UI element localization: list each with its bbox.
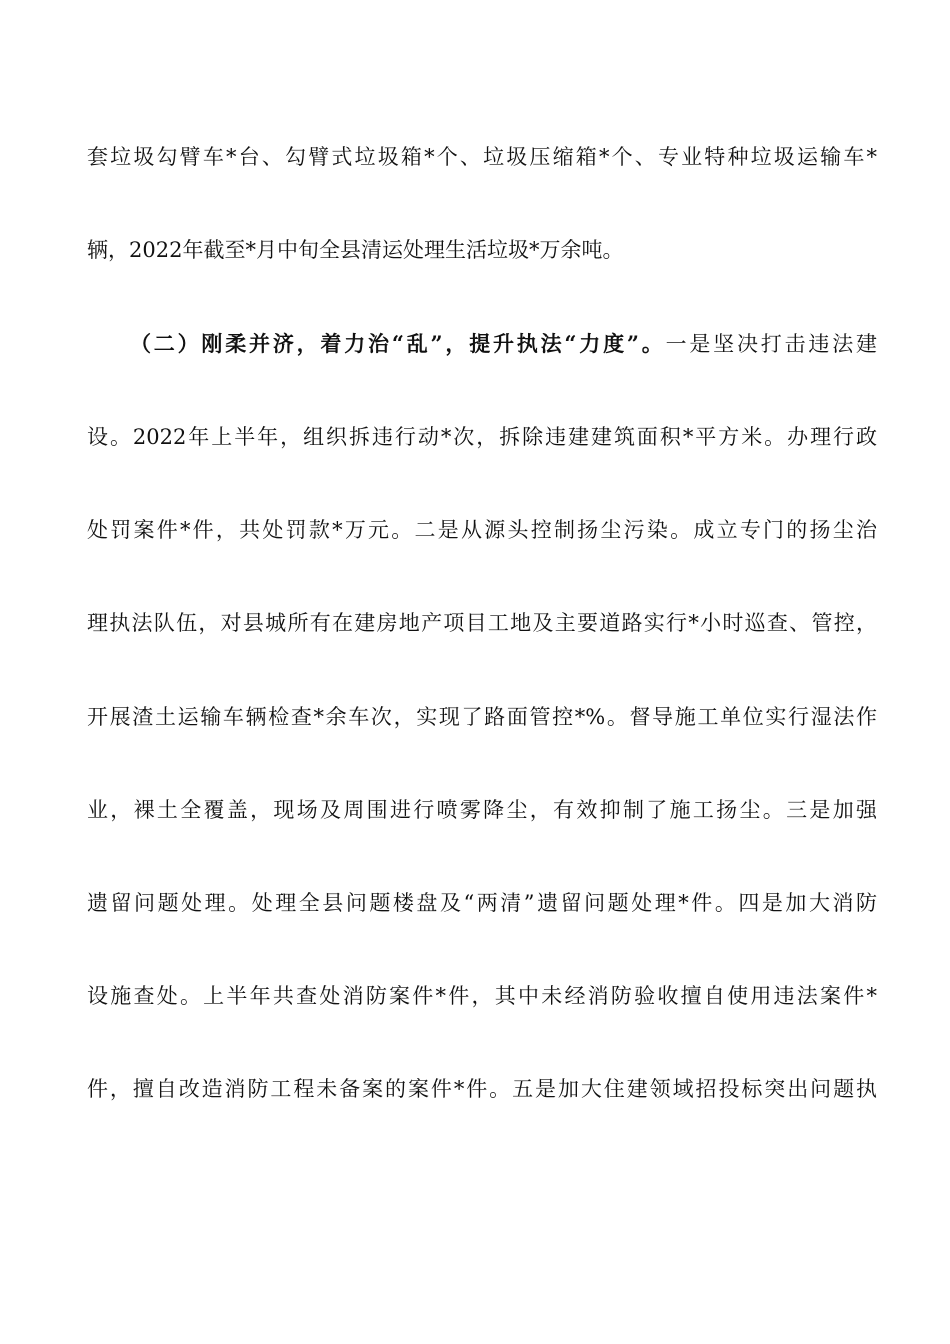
paragraph-line: 处罚案件*件，共处罚款*万元。二是从源头控制扬尘污染。成立专门的扬尘治 — [87, 518, 877, 542]
paragraph-line: 理执法队伍，对县城所有在建房地产项目工地及主要道路实行*小时巡查、管控， — [87, 611, 877, 635]
section-heading-line — [130, 329, 877, 359]
paragraph-line: 遗留问题处理。处理全县问题楼盘及“两清”遗留问题处理*件。四是加大消防 — [87, 891, 877, 915]
paragraph-line: 开展渣土运输车辆检查*余车次，实现了路面管控*%。督导施工单位实行湿法作 — [87, 705, 877, 729]
paragraph-line: 辆，2022年截至*月中旬全县清运处理生活垃圾*万余吨。 — [87, 238, 624, 262]
paragraph-line: 设施查处。上半年共查处消防案件*件，其中未经消防验收擅自使用违法案件* — [87, 984, 877, 1008]
paragraph-text: 一是坚决打击违法建 — [665, 332, 877, 356]
paragraph-line: 设。2022年上半年，组织拆违行动*次，拆除违建建筑面积*平方米。办理行政 — [87, 425, 877, 449]
section-heading: （二）刚柔并济，着力治“乱”，提升执法“力度”。 — [130, 331, 666, 356]
paragraph-line: 业，裸土全覆盖，现场及周围进行喷雾降尘，有效抑制了施工扬尘。三是加强 — [87, 798, 877, 822]
paragraph-line: 件，擅自改造消防工程未备案的案件*件。五是加大住建领域招投标突出问题执 — [87, 1077, 877, 1101]
paragraph-line: 套垃圾勾臂车*台、勾臂式垃圾箱*个、垃圾压缩箱*个、专业特种垃圾运输车* — [87, 145, 877, 169]
